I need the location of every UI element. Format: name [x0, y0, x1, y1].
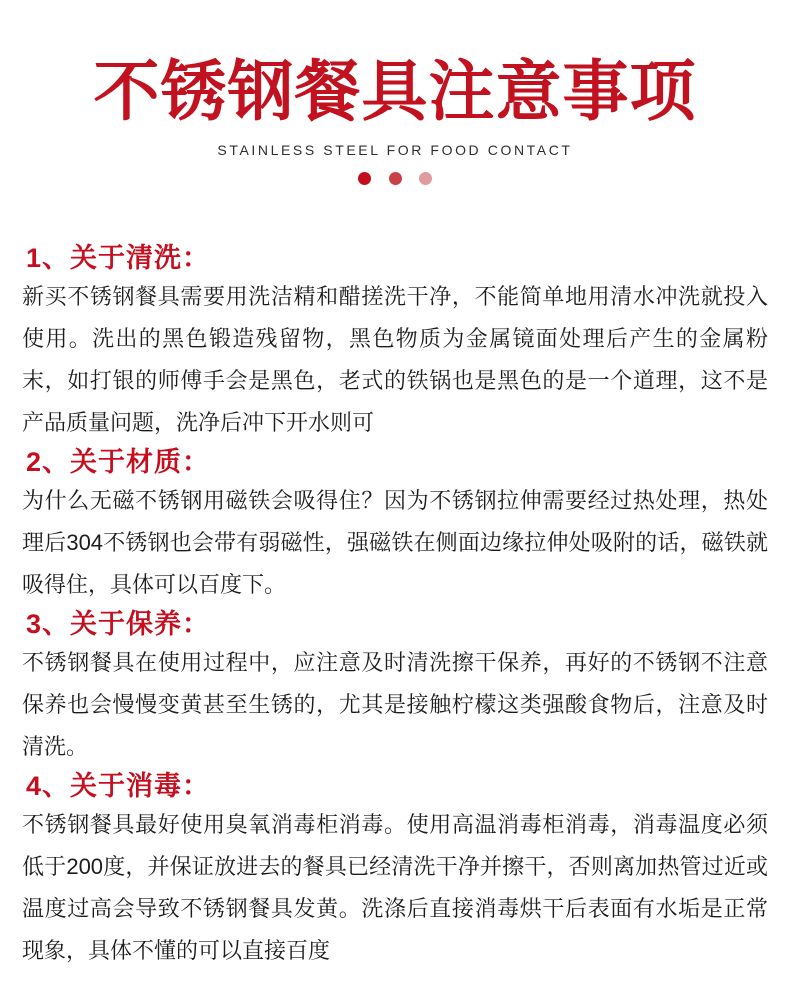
section-body: 不锈钢餐具在使用过程中，应注意及时清洗擦干保养，再好的不锈钢不注意保养也会慢慢变黄甚至生锈的，尤其是接触柠檬这类强酸食物后，注意及时清洗。: [22, 650, 768, 759]
section-cleaning: [22, 242, 768, 444]
section-heading: 3、关于保养：: [26, 609, 211, 639]
dot-icon: [358, 172, 371, 185]
section-body: 不锈钢餐具最好使用臭氧消毒柜消毒。使用高温消毒柜消毒，消毒温度必须低于200度，并保证放进去的餐具已经清洗干净并擦干，否则离加热管过近或温度过高会导致不锈钢餐具发黄。洗涤后直接消毒烘干后表面有水垢是正常现象，具体不懂的可以直接百度: [22, 812, 768, 963]
decorative-dots: [0, 172, 790, 186]
section-material: [22, 446, 768, 606]
section-maintenance: [22, 608, 768, 768]
notice-sections: [0, 242, 790, 972]
page-title: 不锈钢餐具注意事项: [93, 54, 697, 128]
page-subtitle: STAINLESS STEEL FOR FOOD CONTACT: [217, 142, 573, 158]
section-body: 为什么无磁不锈钢用磁铁会吸得住？因为不锈钢拉伸需要经过热处理，热处理后304不锈钢也会带有弱磁性，强磁铁在侧面边缘拉伸处吸附的话，磁铁就吸得住，具体可以百度下。: [22, 488, 768, 597]
section-heading: 1、关于清洗：: [26, 243, 211, 273]
dot-icon: [389, 172, 402, 185]
section-body: 新买不锈钢餐具需要用洗洁精和醋搓洗干净，不能简单地用清水冲洗就投入使用。洗出的黑色锻造残留物，黑色物质为金属镜面处理后产生的金属粉末，如打银的师傅手会是黑色，老式的铁锅也是黑色的是一个道理，这不是产品质量问题，洗净后冲下开水则可: [22, 284, 768, 435]
section-disinfection: [22, 770, 768, 972]
section-heading: 4、关于消毒：: [26, 771, 211, 801]
page-header: [0, 0, 790, 186]
section-heading: 2、关于材质：: [26, 447, 211, 477]
dot-icon: [419, 172, 432, 185]
